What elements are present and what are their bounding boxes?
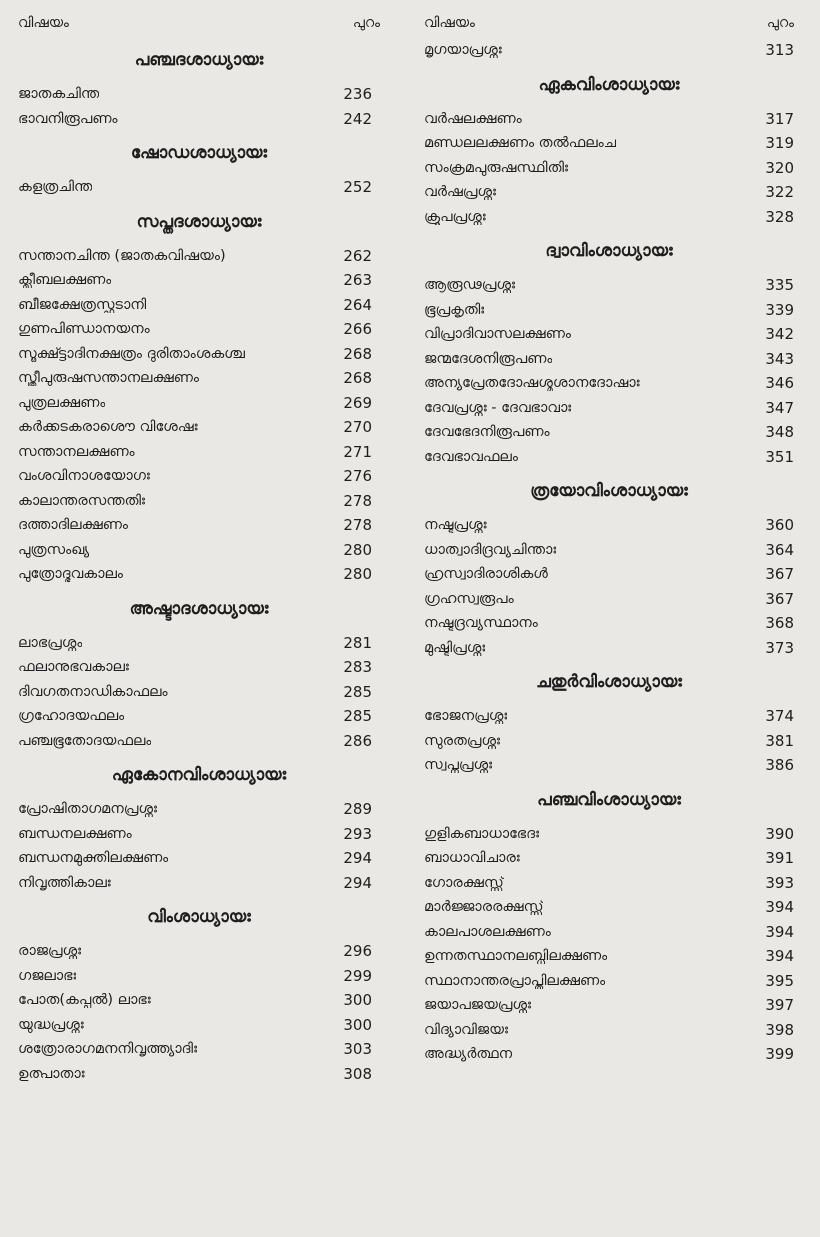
toc-entry — [424, 396, 794, 421]
right-column — [424, 8, 794, 1067]
toc-entry — [18, 680, 380, 705]
entry-page-number: 351 — [765, 447, 794, 466]
chapter-heading: അഷ്ടാദശാധ്യായഃ — [129, 598, 269, 619]
toc-entry — [424, 822, 794, 847]
chapter-heading: ഷോഡശാധ്യായഃ — [130, 143, 268, 163]
entry-title: ജന്മദേശനിരൂപണം — [424, 350, 553, 367]
toc-entry — [18, 415, 380, 440]
toc-entry — [18, 244, 380, 269]
entry-page-number: 262 — [343, 246, 372, 265]
toc-entry — [18, 489, 380, 514]
toc-entry — [424, 273, 794, 298]
toc-entry — [18, 513, 380, 538]
chapter-heading: ഏകോനവിംശാധ്യായഃ — [111, 765, 287, 785]
entry-title: അദ്ധ്യർത്ഥന — [424, 1046, 513, 1063]
chapter-heading: വിംശാധ്യായഃ — [147, 907, 251, 927]
toc-entry — [424, 513, 794, 538]
entry-page-number: 394 — [765, 898, 794, 917]
entry-title: ഹ്രസ്വാദിരാശികൾ — [424, 566, 548, 583]
entry-title: സന്താനചിന്ത (ജാതകവിഷയം) — [18, 247, 226, 264]
entry-page-number: 289 — [343, 800, 372, 819]
entry-page-number: 266 — [343, 320, 372, 339]
entry-page-number: 280 — [343, 565, 372, 584]
entry-page-number: 293 — [343, 824, 372, 843]
toc-entry — [18, 729, 380, 754]
toc-entry — [424, 107, 794, 132]
entry-page-number: 270 — [343, 418, 372, 437]
entry-page-number: 347 — [765, 398, 794, 417]
entry-page-number: 303 — [343, 1040, 372, 1059]
toc-entry — [18, 317, 380, 342]
entry-page-number: 397 — [765, 996, 794, 1015]
entry-page-number: 393 — [765, 873, 794, 892]
entry-page-number: 367 — [765, 565, 794, 584]
entry-title: ഉന്നതസ്ഥാനലബ്ധിലക്ഷണം — [424, 948, 608, 965]
entry-title: ബീജക്ഷേത്രസ്ഫുടാനി — [18, 296, 147, 313]
entry-title: പ്രോഷിതാഗമനപ്രശ്നഃ — [18, 801, 157, 818]
entry-title: വംശവിനാശയോഗഃ — [18, 468, 150, 485]
entry-page-number: 300 — [343, 991, 372, 1010]
entry-page-number: 299 — [343, 966, 372, 985]
toc-entry — [424, 420, 794, 445]
toc-entry — [424, 944, 794, 969]
toc-entry — [18, 939, 380, 964]
toc-entry — [424, 180, 794, 205]
entry-page-number: 398 — [765, 1020, 794, 1039]
toc-entry — [18, 1013, 380, 1038]
subject-heading: വിഷയം — [18, 15, 69, 31]
entry-page-number: 399 — [765, 1045, 794, 1064]
entry-title: ഗ്രഹോദയഫലം — [18, 708, 125, 725]
entry-title: വർഷലക്ഷണം — [424, 110, 522, 127]
entry-page-number: 322 — [765, 183, 794, 202]
toc-entry — [18, 175, 380, 200]
entry-title: വിപ്രാദിവാസലക്ഷണം — [424, 326, 571, 343]
entry-page-number: 368 — [765, 614, 794, 633]
entry-title: വിദ്യാവിജയഃ — [424, 1021, 508, 1038]
toc-entry — [18, 391, 380, 416]
entry-title: ആരൂഢപ്രശ്നഃ — [424, 277, 515, 294]
entry-title: ഗ്രഹസ്വരൂപം — [424, 590, 514, 607]
toc-entry — [18, 655, 380, 680]
entry-page-number: 394 — [765, 922, 794, 941]
entry-title: സൂക്ഷ്ട്ടാദിനക്ഷത്രം ദുരിതാംശകശ്ച — [18, 345, 245, 362]
entry-page-number: 278 — [343, 491, 372, 510]
entry-page-number: 268 — [343, 369, 372, 388]
toc-entry — [18, 268, 380, 293]
entry-title: ധാത്വാദിദ്രവ്യചിന്താഃ — [424, 541, 557, 558]
toc-entry — [424, 445, 794, 470]
toc-entry — [18, 988, 380, 1013]
entry-page-number: 285 — [343, 682, 372, 701]
toc-entry — [424, 205, 794, 230]
entry-title: ദേവപ്രശ്നഃ - ദേവഭാവാഃ — [424, 399, 572, 416]
entry-title: സ്ഥാനാന്തരപ്രാപ്തിലക്ഷണം — [424, 972, 606, 989]
subject-heading: വിഷയം — [424, 15, 475, 31]
toc-entry — [424, 371, 794, 396]
entry-title: ബന്ധനലക്ഷണം — [18, 825, 132, 842]
entry-title: ബാധാവിചാരഃ — [424, 850, 520, 867]
entry-title: നഷ്ടപ്രശ്നഃ — [424, 517, 487, 534]
entry-page-number: 313 — [765, 41, 794, 60]
toc-entry — [18, 464, 380, 489]
entry-title: ഗുണപിണ്ഡാനയനം — [18, 321, 150, 338]
entry-page-number: 278 — [343, 516, 372, 535]
entry-title: സന്താനലക്ഷണം — [18, 443, 135, 460]
entry-title: പഞ്ചഭൂതോദയഫലം — [18, 732, 152, 749]
entry-page-number: 319 — [765, 134, 794, 153]
entry-title: ഫലാനുഭവകാലഃ — [18, 659, 129, 676]
toc-entry — [18, 1062, 380, 1087]
entry-title: സംക്രമപുരുഷസ്ഥിതിഃ — [424, 159, 568, 176]
entry-page-number: 367 — [765, 589, 794, 608]
toc-entry — [18, 631, 380, 656]
entry-page-number: 286 — [343, 731, 372, 750]
toc-entry — [424, 895, 794, 920]
toc-entry — [424, 611, 794, 636]
left-column — [18, 8, 380, 1086]
entry-page-number: 280 — [343, 540, 372, 559]
entry-page-number: 296 — [343, 942, 372, 961]
toc-entry — [18, 538, 380, 563]
toc-entry — [424, 298, 794, 323]
entry-page-number: 342 — [765, 325, 794, 344]
toc-entry — [18, 440, 380, 465]
entry-page-number: 374 — [765, 707, 794, 726]
entry-page-number: 343 — [765, 349, 794, 368]
entry-page-number: 373 — [765, 638, 794, 657]
toc-entry — [424, 753, 794, 778]
toc-entry — [424, 156, 794, 181]
entry-title: ബന്ധനമുക്തിലക്ഷണം — [18, 850, 169, 867]
entry-title: മാർജ്ജാരരക്ഷസ്സ് — [424, 899, 544, 916]
entry-page-number: 364 — [765, 540, 794, 559]
entry-title: ഗജലാഭഃ — [18, 967, 77, 984]
entry-title: പുത്രസംഖ്യ — [18, 541, 90, 558]
toc-entry — [424, 538, 794, 563]
entry-page-number: 386 — [765, 756, 794, 775]
entry-page-number: 276 — [343, 467, 372, 486]
toc-entry — [18, 82, 380, 107]
entry-page-number: 300 — [343, 1015, 372, 1034]
entry-title: ജാതകചിന്ത — [18, 86, 100, 103]
toc-entry — [424, 969, 794, 994]
entry-title: ശത്രോരാഗമനനിവൃത്ത്യാദിഃ — [18, 1041, 198, 1058]
toc-entry — [18, 797, 380, 822]
entry-title: കളത്രചിന്ത — [18, 179, 93, 196]
toc-entry — [424, 1018, 794, 1043]
toc-entry — [424, 347, 794, 372]
entry-page-number: 236 — [343, 85, 372, 104]
toc-entry — [18, 846, 380, 871]
entry-page-number: 263 — [343, 271, 372, 290]
column-header — [424, 8, 794, 38]
entry-page-number: 308 — [343, 1064, 372, 1083]
toc-entry — [424, 587, 794, 612]
entry-title: പുത്രോദ്ഭവകാലം — [18, 566, 123, 583]
entry-page-number: 335 — [765, 276, 794, 295]
entry-page-number: 281 — [343, 633, 372, 652]
entry-page-number: 269 — [343, 393, 372, 412]
toc-entry — [18, 342, 380, 367]
entry-page-number: 264 — [343, 295, 372, 314]
chapter-heading: ഏകവിംശാധ്യായഃ — [538, 74, 680, 95]
toc-entry — [18, 562, 380, 587]
entry-title: രാജപ്രശ്നഃ — [18, 943, 82, 960]
toc-entry — [424, 704, 794, 729]
toc-entry — [18, 366, 380, 391]
entry-title: സ്വപ്നപ്രശ്നഃ — [424, 757, 493, 774]
toc-entry — [424, 131, 794, 156]
entry-page-number: 391 — [765, 849, 794, 868]
entry-page-number: 346 — [765, 374, 794, 393]
entry-title: ഭാവനിരൂപണം — [18, 110, 118, 127]
entry-page-number: 271 — [343, 442, 372, 461]
chapter-heading: ചതുർവിംശാധ്യായഃ — [536, 672, 682, 692]
entry-page-number: 294 — [343, 873, 372, 892]
entry-title: സ്ത്രീപുരുഷസന്താനലക്ഷണം — [18, 370, 199, 387]
chapter-heading: പഞ്ചദശാധ്യായഃ — [134, 50, 264, 70]
entry-page-number: 252 — [343, 178, 372, 197]
entry-page-number: 320 — [765, 158, 794, 177]
entry-title: ദേവഭേദനിരൂപണം — [424, 424, 550, 441]
page-heading: പുറം — [766, 15, 794, 31]
page-heading: പുറം — [352, 15, 380, 31]
entry-title: കാലാന്തരസന്തതിഃ — [18, 492, 145, 509]
entry-page-number: 390 — [765, 824, 794, 843]
entry-page-number: 339 — [765, 300, 794, 319]
entry-page-number: 294 — [343, 849, 372, 868]
entry-page-number: 395 — [765, 971, 794, 990]
entry-page-number: 360 — [765, 516, 794, 535]
entry-page-number: 317 — [765, 109, 794, 128]
chapter-heading: സപ്തദശാധ്യായഃ — [136, 211, 262, 232]
toc-entry — [424, 920, 794, 945]
entry-title: ദേവഭാവഫലം — [424, 448, 518, 465]
toc-entry — [424, 38, 794, 63]
entry-title: ലാഭപ്രശ്നം — [18, 634, 83, 651]
entry-title: കാലപാശലക്ഷണം — [424, 923, 551, 940]
entry-page-number: 285 — [343, 707, 372, 726]
entry-title: ഭൂപ്രകൃതിഃ — [424, 301, 485, 318]
entry-page-number: 328 — [765, 207, 794, 226]
entry-title: ദിവഗതനാഡികാഫലം — [18, 683, 168, 700]
entry-title: സുരതപ്രശ്നഃ — [424, 732, 501, 749]
entry-page-number: 348 — [765, 423, 794, 442]
entry-page-number: 283 — [343, 658, 372, 677]
toc-entry — [18, 822, 380, 847]
entry-title: അന്യപ്രേതദോഷശ്മശാനദോഷാഃ — [424, 375, 640, 392]
toc-entry — [424, 846, 794, 871]
toc-entry — [424, 729, 794, 754]
toc-entry — [424, 993, 794, 1018]
entry-title: ക്രൂപപ്രശ്നഃ — [424, 208, 486, 225]
toc-entry — [424, 636, 794, 661]
toc-entry — [424, 871, 794, 896]
entry-page-number: 242 — [343, 109, 372, 128]
chapter-heading: ത്രയോവിംശാധ്യായഃ — [530, 481, 688, 501]
entry-title: ക്ലീബലക്ഷണം — [18, 272, 112, 289]
toc-entry — [18, 107, 380, 132]
entry-title: ഉത്പാതാഃ — [18, 1065, 85, 1082]
entry-title: നഷ്ടദ്രവ്യസ്ഥാനം — [424, 615, 538, 632]
entry-title: മൃഗയാപ്രശ്നഃ — [424, 42, 502, 59]
entry-page-number: 268 — [343, 344, 372, 363]
entry-title: ഭോജനപ്രശ്നഃ — [424, 708, 508, 725]
entry-title: മുഷ്ടിപ്രശ്നഃ — [424, 639, 486, 656]
column-header — [18, 8, 380, 38]
entry-title: പോത(കപ്പൽ) ലാഭഃ — [18, 992, 151, 1009]
entry-title: യുദ്ധപ്രശ്നഃ — [18, 1016, 84, 1033]
chapter-heading: പഞ്ചവിംശാധ്യായഃ — [537, 789, 681, 810]
toc-entry — [18, 293, 380, 318]
toc-entry — [18, 704, 380, 729]
entry-title: വർഷപ്രശ്നഃ — [424, 184, 497, 201]
entry-title: കർക്കടകരാശൌ വിശേഷഃ — [18, 419, 198, 436]
entry-title: മണ്ഡലലക്ഷണം തൽഫലംച — [424, 135, 617, 152]
entry-title: ദത്താദിലക്ഷണം — [18, 517, 128, 534]
entry-title: ജയാപജയപ്രശ്നഃ — [424, 997, 531, 1014]
chapter-heading: ദ്വാവിംശാധ്യായഃ — [545, 241, 673, 261]
toc-entry — [424, 322, 794, 347]
entry-page-number: 381 — [765, 731, 794, 750]
toc-entry — [18, 871, 380, 896]
entry-title: പുത്രലക്ഷണം — [18, 394, 106, 411]
entry-title: ഗോരക്ഷസ്സ് — [424, 874, 504, 891]
entry-title: ഗുളികബാധാഭേദഃ — [424, 825, 540, 842]
entry-page-number: 394 — [765, 947, 794, 966]
toc-entry — [18, 1037, 380, 1062]
toc-entry — [18, 964, 380, 989]
toc-entry — [424, 562, 794, 587]
toc-entry — [424, 1042, 794, 1067]
entry-title: നിവൃത്തികാലഃ — [18, 874, 111, 891]
